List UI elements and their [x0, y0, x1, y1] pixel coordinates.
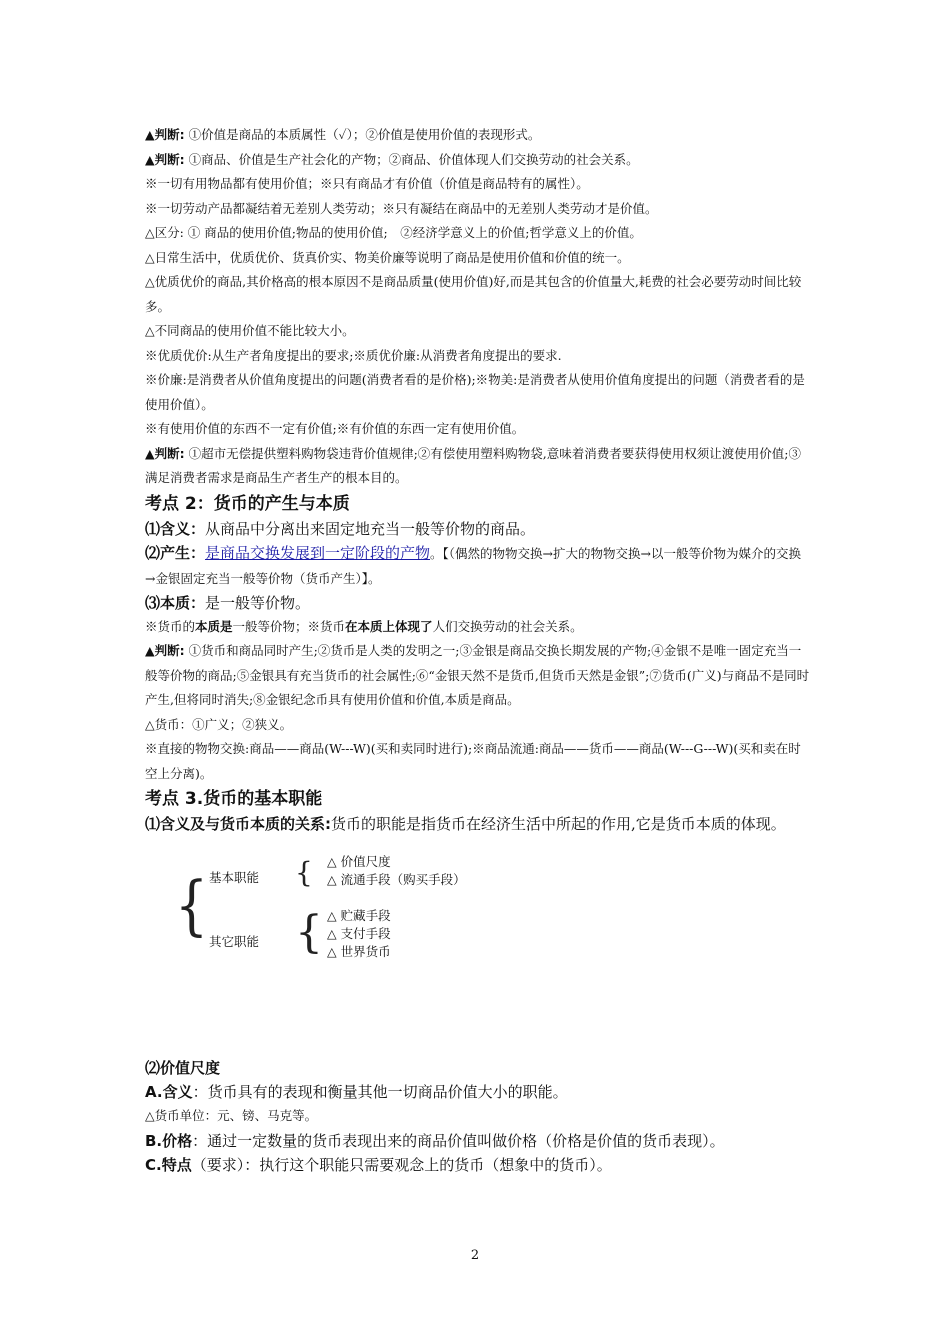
- money-definition: ⑴含义：从商品中分离出来固定地充当一般等价物的商品。: [145, 519, 536, 538]
- value-measure-definition: A.含义：货币具有的表现和衡量其他一切商品价值大小的职能。: [145, 1083, 568, 1101]
- judgement-line-2: ▲判断: ①商品、价值是生产社会化的产物；②商品、价值体现人们交换劳动的社会关系。: [145, 151, 639, 167]
- function-definition: ⑴含义及与货币本质的关系:货币的职能是指货币在经济生活中所起的作用,它是货币本质的体现。: [145, 815, 786, 833]
- note-line-7: △优质优价的商品,其价格高的根本原因不是商品质量(使用价值)好,而是其包含的价值量大,耗费的社会必要劳动时间比较多。: [145, 274, 802, 314]
- other-item-1: △ 贮藏手段: [327, 908, 391, 923]
- origin-underlined-text: 是商品交换发展到一定阶段的产物: [205, 543, 431, 562]
- function-diagram: [145, 836, 810, 1056]
- money-origin: ⑵产生：是商品交换发展到一定阶段的产物。【（偶然的物物交换→扩大的物物交换→以一般等价物为媒介的交换→金银固定充当一般等价物（货币产生）】。: [145, 543, 801, 586]
- note-line-6: △日常生活中，优质优价、货真价实、物美价廉等说明了商品是使用价值和价值的统一。: [145, 249, 630, 265]
- other-item-2: △ 支付手段: [327, 926, 391, 941]
- currency-unit-note: △货币单位：元、镑、马克等。: [145, 1108, 318, 1123]
- note-line-4: ※一切劳动产品都凝结着无差别人类劳动；※只有凝结在商品中的无差别人类劳动才是价值。: [145, 200, 658, 216]
- basic-functions-label: 基本职能: [209, 870, 260, 885]
- exchange-note: ※直接的物物交换:商品——商品(W---W)(买和卖同时进行);※商品流通:商品——货币——商品(W---G---W)(买和卖在时空上分离)。: [145, 741, 801, 781]
- outer-brace: {: [175, 868, 209, 944]
- note-line-11: ※有使用价值的东西不一定有价值;※有价值的东西一定有使用价值。: [145, 421, 525, 436]
- note-line-3: ※一切有用物品都有使用价值；※只有商品才有价值（价值是商品特有的属性）。: [145, 176, 589, 191]
- section-3-heading: 考点 3.货币的基本职能: [145, 789, 323, 809]
- document-body: [145, 123, 810, 1177]
- page-number: 2: [470, 1248, 480, 1263]
- value-measure-heading: ⑵价值尺度: [145, 1059, 221, 1077]
- money-judgement: ▲判断: ①货币和商品同时产生;②货币是人类的发明之一;③金银是商品交换长期发展的产物;④金银不是唯一固定充当一般等价物的商品;⑤金银具有充当货币的社会属性;⑥“金银天然不是货币,但货币天然是金银”;⑦货币(广义)与商品不是同时产生,但将同时消失;⑧金银纪念币具有使用价值和价值,本质是商品。: [145, 643, 810, 707]
- judgement-line-1: ▲判断: ①价值是商品的本质属性（✓）；②价值是使用价值的表现形式。: [145, 127, 541, 142]
- note-line-10: ※价廉:是消费者从价值角度提出的问题(消费者看的是价格);※物美:是消费者从使用价值角度提出的问题（消费者看的是使用价值）。: [145, 372, 805, 412]
- note-line-8: △不同商品的使用价值不能比较大小。: [145, 323, 355, 338]
- section-2-heading: 考点 2：货币的产生与本质: [145, 493, 350, 514]
- money-essence: ⑶本质：是一般等价物。: [145, 593, 311, 612]
- note-line-9: ※优质优价:从生产者角度提出的要求;※质优价廉:从消费者角度提出的要求.: [145, 347, 562, 363]
- other-functions-label: 其它职能: [209, 934, 260, 949]
- basic-item-2: △ 流通手段（购买手段）: [327, 872, 466, 887]
- judgement-line-12: ▲判断: ①超市无偿提供塑料购物袋违背价值规律;②有偿使用塑料购物袋,意味着消费者要获得使用权须让渡使用价值;③满足消费者需求是商品生产者生产的根本目的。: [145, 445, 801, 485]
- money-kinds-note: △货币：①广义；②狭义。: [145, 716, 293, 732]
- note-line-5: △区分: ① 商品的使用价值;物品的使用价值; ②经济学意义上的价值;哲学意义上的价值。: [145, 225, 642, 240]
- other-item-3: △ 世界货币: [327, 944, 391, 959]
- price-definition: B.价格：通过一定数量的货币表现出来的商品价值叫做价格（价格是价值的货币表现）。: [145, 1131, 725, 1150]
- value-measure-feature: C.特点（要求）：执行这个职能只需要观念上的货币（想象中的货币）。: [145, 1155, 612, 1174]
- basic-brace: {: [295, 856, 313, 889]
- basic-item-1: △ 价值尺度: [327, 854, 391, 869]
- essence-note: ※货币的本质是一般等价物；※货币在本质上体现了人们交换劳动的社会关系。: [145, 618, 583, 634]
- other-brace: {: [295, 907, 323, 958]
